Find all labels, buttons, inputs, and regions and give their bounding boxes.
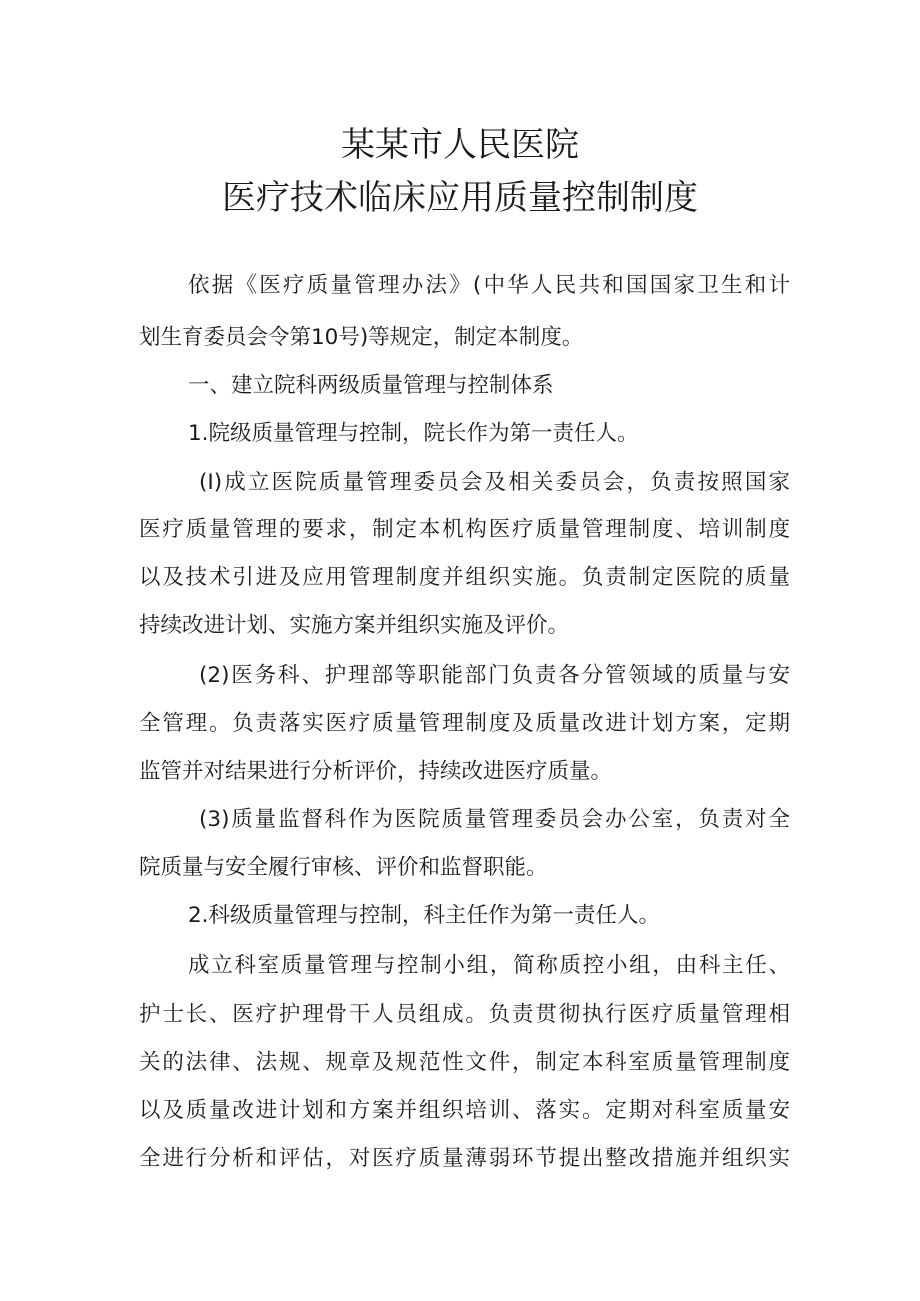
- document-title-hospital: 某某市人民医院: [341, 125, 579, 165]
- paragraph-line: 依据《医疗质量管理办法》(中华人民共和国国家卫生和计: [188, 273, 790, 298]
- paragraph-line: (2)医务科、护理部等职能部门负责各分管领域的质量与安: [199, 663, 790, 688]
- section-heading: 一、建立院科两级质量管理与控制体系: [188, 373, 554, 398]
- paragraph-line: 全管理。负责落实医疗质量管理制度及质量改进计划方案，定期: [139, 711, 790, 736]
- paragraph-line: 院质量与安全履行审核、评价和监督职能。: [139, 855, 548, 880]
- paragraph-line: 关的法律、法规、规章及规范性文件，制定本科室质量管理制度: [139, 1050, 790, 1075]
- paragraph-line: 全进行分析和评估，对医疗质量薄弱环节提出整改措施并组织实: [139, 1146, 790, 1171]
- paragraph-line: 划生育委员会令第10号)等规定，制定本制度。: [139, 325, 584, 350]
- document-title-regulation: 医疗技术临床应用质量控制制度: [222, 178, 698, 218]
- paragraph-line: 监管并对结果进行分析评价，持续改进医疗质量。: [139, 759, 613, 784]
- paragraph-line: 成立科室质量管理与控制小组，简称质控小组，由科主任、: [188, 953, 790, 978]
- paragraph-line: 医疗质量管理的要求，制定本机构医疗质量管理制度、培训制度: [139, 517, 790, 542]
- paragraph-line: (3)质量监督科作为医院质量管理委员会办公室，负责对全: [199, 807, 790, 832]
- paragraph-line: 以及质量改进计划和方案并组织培训、落实。定期对科室质量安: [139, 1098, 790, 1123]
- paragraph-line: 持续改进计划、实施方案并组织实施及评价。: [139, 613, 570, 638]
- subsection-heading: 1.院级质量管理与控制，院长作为第一责任人。: [188, 421, 639, 446]
- paragraph-line: 护士长、医疗护理骨干人员组成。负责贯彻执行医疗质量管理相: [139, 1002, 790, 1027]
- paragraph-line: 以及技术引进及应用管理制度并组织实施。负责制定医院的质量: [139, 565, 790, 590]
- subsection-heading: 2.科级质量管理与控制，科主任作为第一责任人。: [188, 903, 661, 928]
- paragraph-line: (I)成立医院质量管理委员会及相关委员会，负责按照国家: [199, 470, 790, 495]
